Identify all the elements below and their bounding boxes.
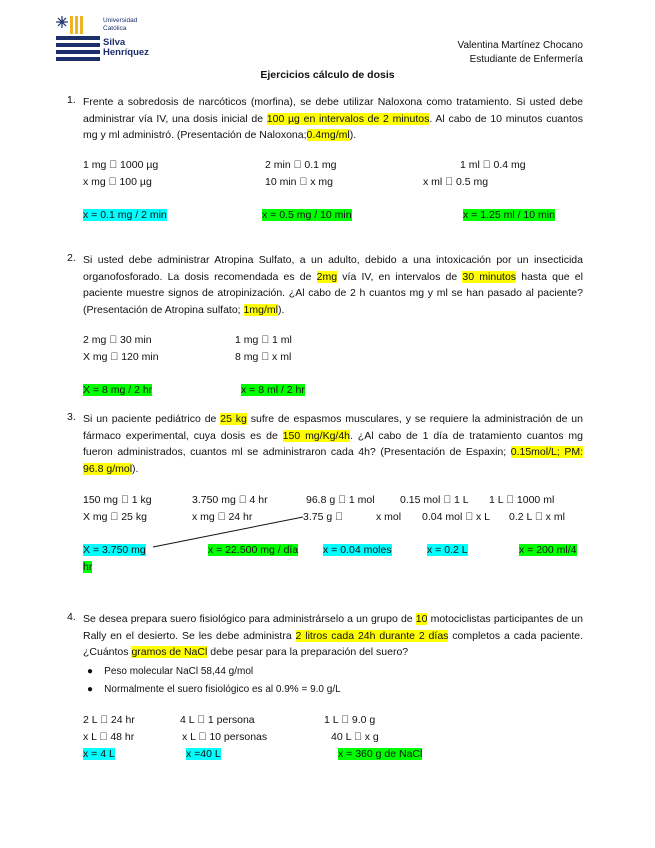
q1-calc-2c: x ml   0.5 mg [423,176,489,188]
q4-calc-2c: 40 L   x g [331,731,379,743]
q1-calc-1c: 1 ml   0.4 mg [460,159,526,171]
q3-calc-1b: 3.750 mg   4 hr [192,494,268,506]
q3-text-4: ). [132,462,139,475]
logo-name-line2: Henríquez [103,47,149,58]
q4-text-2: motociclistas participantes de un Rally en el desierto. Se les debe administra [83,613,583,642]
q3-answer-3: x = 0.04 moles [323,544,392,556]
q1-answer-3: x = 1.25 ml / 10 min [463,209,555,221]
q1-calc-2b: 10 min   x mg [265,176,333,188]
q4-text [83,611,583,661]
q3-answer-5: x = 200 ml/4 [519,544,577,556]
q2-text-2: vía IV, en intervalos de [337,270,463,283]
q3-answer-5-cont: hr [83,561,93,573]
page-title: Ejercicios cálculo de dosis [260,69,395,81]
q4-calc-1a: 2 L   24 hr [83,714,135,726]
q1-number: 1. [67,94,76,106]
q3-answer-2: x = 22.500 mg / día [208,544,299,556]
q2-highlight-2: 30 minutos [462,270,517,283]
q2-calc-2b: 8 mg   x ml [235,351,292,363]
q3-text-2: sufre de espasmos musculares, y se requiere la administración de un fármaco experimental, cuya dosis es de [83,413,583,442]
q2-text-4: ). [277,303,285,316]
q1-answer-2: x = 0.5 mg / 10 min [262,209,352,221]
q3-calc-2f: 0.2 L   x ml [509,511,565,523]
q2-calc-1a: 2 mg   30 min [83,334,152,346]
q2-number: 2. [67,252,76,264]
q4-highlight-2: 2 litros cada 24h durante 2 días [295,629,449,642]
q4-highlight-1: 10 [415,613,428,625]
q4-number: 4. [67,611,76,623]
q4-highlight-3: gramos de NaCl [131,646,208,658]
q1-text-2: . Al cabo de 10 minutos cuantos mg y ml administró. (Presentación de Naloxona; [83,112,583,141]
q4-bullet-2-text: Normalmente el suero fisiológico es al 0.9% = 9.0 g/L [104,684,341,695]
q3-text-1: Si un paciente pediátrico de [83,413,221,425]
q2-calc-2a: X mg   120 min [83,351,159,363]
q4-answer-3: x = 360 g de NaCl [338,748,423,760]
q3-calc-2c: 3.75 g   [303,511,343,523]
q4-text-3: completos a cada paciente. ¿Cuántos [83,629,583,658]
q2-calc-1b: 1 mg   1 ml [235,334,292,346]
q3-answer-1: X = 3.750 mg [83,544,146,556]
q1-calc-1a: 1 mg   1000 µg [83,159,159,171]
q2-answer-1: X = 8 mg / 2 hr [83,384,153,396]
logo-university-label: Universidad Católica [103,17,138,32]
q4-calc-2a: x L   48 hr [83,731,135,743]
q4-text-4: debe pesar para la preparación del suero? [207,646,409,658]
q4-text-1: Se desea prepara suero fisiológico para administrárselo a un grupo de [83,613,416,625]
q3-number: 3. [67,411,76,423]
q3-calc-2a: X mg   25 kg [83,511,147,523]
q4-answer-2: x =40 L [186,748,221,760]
q2-text-3: hasta que el paciente muestre signos de atropinización. ¿Al cabo de 2 h cuantos mg y ml se han pasado al paciente? (Presentación de Atropina sulfato; [83,270,583,316]
q1-text-1: Frente a sobredosis de narcóticos (morfina), se debe utilizar Naloxona como tratamiento. Si usted debe administrar vía IV, una dosis inicial de [83,96,583,125]
q3-connector-stroke [153,517,303,547]
logo-name [103,38,149,58]
q1-text-3: ). [349,129,357,141]
q3-answer-4: x = 0.2 L [427,544,468,556]
q3-calc-2b: x mg   24 hr [192,511,253,523]
q3-calc-2e: 0.04 mol   x L [422,511,490,523]
q1-calc-1b: 2 min   0.1 mg [265,159,337,171]
q1-answer-1: x = 0.1 mg / 2 min [83,209,167,221]
q2-answer-2: x = 8 ml / 2 hr [241,384,305,396]
q3-text [83,411,583,477]
author-block [458,39,583,67]
q1-calc-2a: x mg   100 µg [83,176,152,188]
q4-bullet-1-text: Peso molecular NaCl 58,44 g/mol [104,666,254,677]
author-role: Estudiante de Enfermería [469,54,583,65]
q4-answer-1: x = 4 L [83,748,115,760]
q2-highlight-3: 1mg/ml [243,303,278,316]
q2-text-1: Si usted debe administrar Atropina Sulfato, a un adulto, debido a una intoxicación por un insecticida organofosforado. La dosis recomendada es de [83,254,583,283]
q3-highlight-3: 0.15mol/L; PM: 96.8 g/mol [83,446,583,475]
logo-name-line1: Silva [103,37,126,48]
q4-bullet-1: ● Peso molecular NaCl 58,44 g/mol [87,666,254,677]
q3-calc-2d: x mol [376,511,402,523]
author-name: Valentina Martínez Chocano [457,40,583,51]
university-emblem-icon [56,14,100,64]
q4-bullet-2: ● Normalmente el suero fisiológico es al 0.9% = 9.0 g/L [87,684,341,695]
q3-calc-1e: 1 L   1000 ml [489,494,555,506]
q3-calc-1c: 96.8 g   1 mol [306,494,375,506]
q1-highlight-2: 0.4mg/ml [306,129,350,141]
q4-calc-2b: x L   10 personas [182,731,268,743]
university-logo [56,14,166,66]
q1-highlight-1: 100 µg en intervalos de 2 minutos [266,112,430,125]
q1-text [83,94,583,144]
q4-calc-1b: 4 L   1 persona [180,714,255,726]
q3-highlight-1: 25 kg [220,413,247,425]
q2-text [83,252,583,318]
q3-calc-1d: 0.15 mol   1 L [400,494,469,506]
q4-calc-1c: 1 L   9.0 g [324,714,376,726]
q3-highlight-2: 150 mg/Kg/4h [282,429,351,442]
q3-text-3: . ¿Al cabo de 1 día de tratamiento cuantos mg fueron administrados, cuantos ml se administraron cada 4h? (Presentación de Espaxin; [83,429,583,458]
q2-highlight-1: 2mg [316,270,338,283]
q3-calc-1a: 150 mg   1 kg [83,494,152,506]
